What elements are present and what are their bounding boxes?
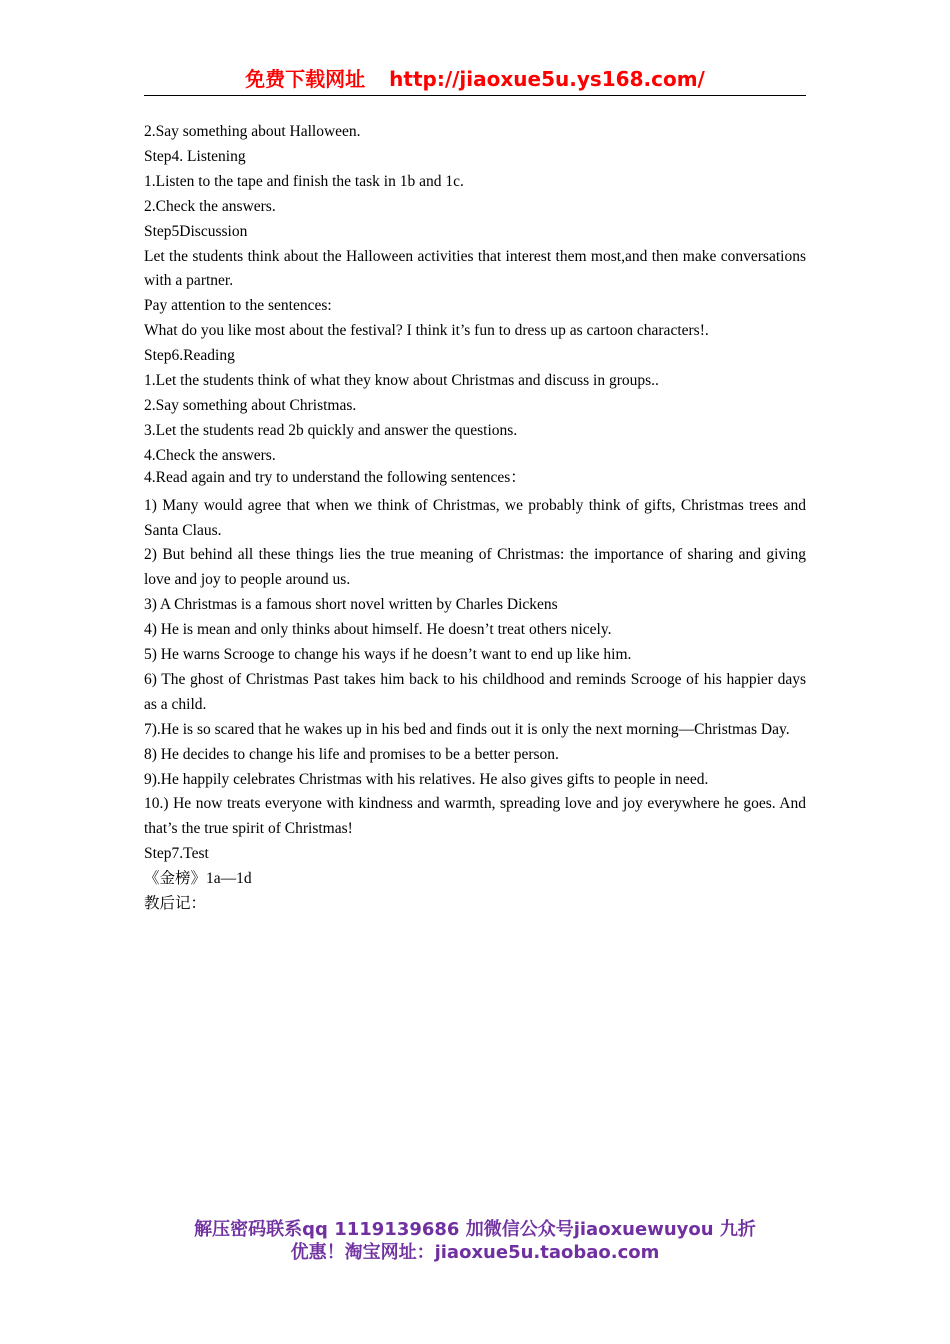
sentence-item: 7).He is so scared that he wakes up in his bed and finds out it is only the next morning—Christmas Day. bbox=[144, 720, 790, 738]
sentence-item: 8) He decides to change his life and promises to be a better person. bbox=[144, 745, 559, 763]
text-line: 3.Let the students read 2b quickly and answer the questions. bbox=[144, 421, 518, 439]
text-line: 4.Read again and try to understand the following sentences： bbox=[144, 468, 526, 486]
text-paragraph: Let the students think about the Halloween activities that interest them most,and then make conversations with a partner. bbox=[144, 247, 806, 290]
text-line: 2.Check the answers. bbox=[144, 197, 276, 215]
section-heading-step7: Step7.Test bbox=[144, 845, 209, 863]
sentence-item: 9).He happily celebrates Christmas with his relatives. He also gives gifts to people in need. bbox=[144, 770, 709, 788]
text-line: 2.Say something about Christmas. bbox=[144, 396, 357, 414]
text-line: 4.Check the answers. bbox=[144, 446, 276, 464]
text-line: 2.Say something about Halloween. bbox=[144, 123, 361, 140]
page-footer bbox=[100, 1218, 850, 1264]
section-heading-step6: Step6.Reading bbox=[144, 347, 235, 365]
sentence-item: 4) He is mean and only thinks about himself. He doesn’t treat others nicely. bbox=[144, 621, 612, 639]
text-line: 1.Let the students think of what they know about Christmas and discuss in groups.. bbox=[144, 372, 659, 390]
sentence-item: 3) A Christmas is a famous short novel written by Charles Dickens bbox=[144, 596, 558, 614]
footer-line-1: 解压密码联系qq 1119139686 加微信公众号jiaoxuewuyou 九折 bbox=[194, 1219, 756, 1240]
header-url-link[interactable]: http://jiaoxue5u.ys168.com/ bbox=[389, 67, 705, 91]
section-heading-step4: Step4. Listening bbox=[144, 147, 246, 165]
page-header bbox=[144, 64, 806, 96]
text-line: What do you like most about the festival? I think it’s fun to dress up as cartoon characters!. bbox=[144, 322, 709, 340]
sentence-item: 6) The ghost of Christmas Past takes him back to his childhood and reminds Scrooge of his happier days as a child. bbox=[144, 670, 806, 713]
sentence-item: 5) He warns Scrooge to change his ways if he doesn’t want to end up like him. bbox=[144, 646, 632, 664]
text-line: 1.Listen to the tape and finish the task in 1b and 1c. bbox=[144, 172, 464, 190]
sentence-item: 1) Many would agree that when we think of Christmas, we probably think of gifts, Christmas trees and Santa Claus. bbox=[144, 496, 806, 539]
footer-line-2: 优惠！淘宝网址：jiaoxue5u.taobao.com bbox=[290, 1242, 660, 1263]
sentence-item: 10.) He now treats everyone with kindness and warmth, spreading love and joy everywhere he goes. And that’s the true spirit of Christmas! bbox=[144, 795, 806, 838]
text-line: Pay attention to the sentences: bbox=[144, 297, 332, 315]
document-body bbox=[144, 120, 806, 917]
text-line: 教后记： bbox=[144, 895, 207, 913]
header-label: 免费下载网址 bbox=[245, 67, 366, 91]
sentence-item: 2) But behind all these things lies the true meaning of Christmas: the importance of sharing and giving love and joy to people around us. bbox=[144, 546, 806, 589]
text-line: 《金榜》1a—1d bbox=[144, 870, 252, 888]
section-heading-step5: Step5Discussion bbox=[144, 222, 248, 240]
